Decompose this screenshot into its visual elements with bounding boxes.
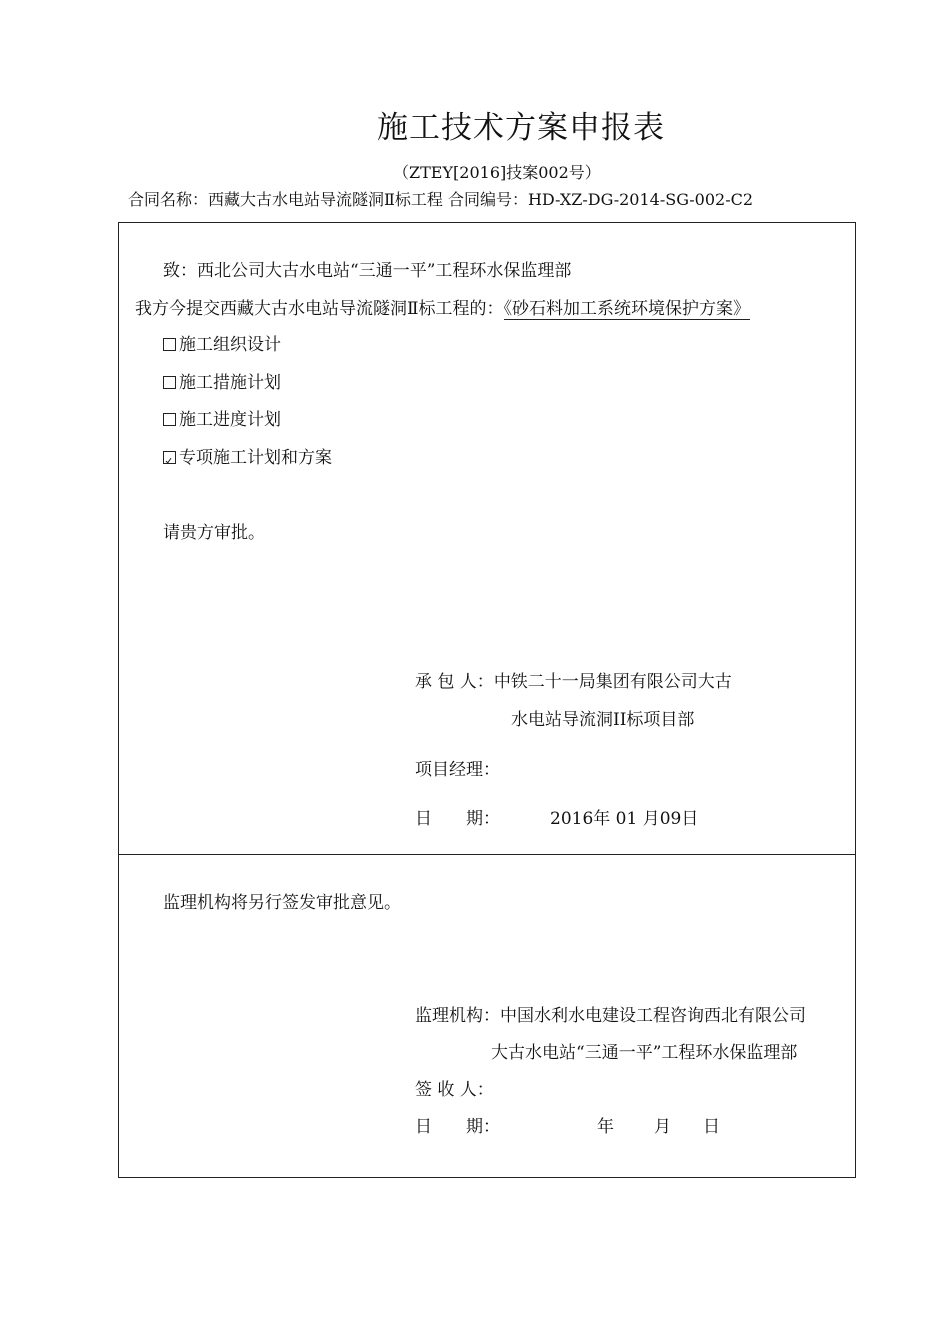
option-label: 施工措施计划 (179, 373, 281, 393)
project-manager-label: 项目经理： (415, 760, 500, 780)
checkbox-unchecked-icon[interactable] (163, 376, 176, 389)
submission-date-label: 日 期： (415, 809, 500, 829)
checkbox-checked-icon[interactable] (163, 451, 176, 464)
option-label: 专项施工计划和方案 (179, 448, 332, 468)
contractor-line1 (415, 667, 732, 692)
supervision-date-month: 月 (654, 1117, 671, 1137)
option-label: 施工进度计划 (179, 410, 281, 430)
supervision-date-year: 年 (597, 1117, 614, 1137)
checkbox-unchecked-icon[interactable] (163, 338, 176, 351)
option-special-plan[interactable] (163, 443, 332, 468)
submission-intro (135, 294, 750, 319)
supervision-org-line2: 大古水电站“三通一平”工程环水保监理部 (491, 1043, 798, 1063)
supervision-date-day: 日 (703, 1117, 720, 1137)
submission-intro-prefix: 我方今提交西藏大古水电站导流隧洞Ⅱ标工程的： (135, 299, 504, 319)
contractor-line2: 水电站导流洞II标项目部 (511, 710, 695, 730)
submission-date-value: 2016年 01 月09日 (550, 809, 699, 829)
supervision-org-line1 (415, 1001, 806, 1026)
supervision-org-name: 中国水利水电建设工程咨询西北有限公司 (500, 1006, 806, 1026)
receiver-label: 签 收 人： (415, 1080, 494, 1100)
addressee-line: 致：西北公司大古水电站“三通一平”工程环水保监理部 (163, 261, 572, 281)
contract-info: 合同名称：西藏大古水电站导流隧洞Ⅱ标工程 合同编号：HD-XZ-DG-2014-SG-002-C2 (128, 190, 754, 209)
page-title: 施工技术方案申报表 (377, 110, 665, 146)
option-label: 施工组织设计 (179, 335, 281, 355)
option-schedule-plan[interactable] (163, 405, 281, 430)
checkbox-unchecked-icon[interactable] (163, 413, 176, 426)
section-divider (118, 854, 856, 855)
supervision-date-label: 日 期： (415, 1117, 500, 1137)
form-frame (118, 222, 856, 1178)
option-measures-plan[interactable] (163, 368, 281, 393)
option-construction-design[interactable] (163, 330, 281, 355)
contractor-name: 中铁二十一局集团有限公司大古 (493, 672, 732, 692)
supervision-org-label: 监理机构： (415, 1006, 500, 1026)
plan-name: 《砂石料加工系统环境保护方案》 (503, 299, 751, 319)
supervision-note: 监理机构将另行签发审批意见。 (163, 893, 401, 913)
document-number: （ZTEY[2016]技案002号） (393, 163, 601, 182)
contractor-label: 承 包 人： (415, 672, 494, 692)
approval-request: 请贵方审批。 (163, 523, 265, 543)
